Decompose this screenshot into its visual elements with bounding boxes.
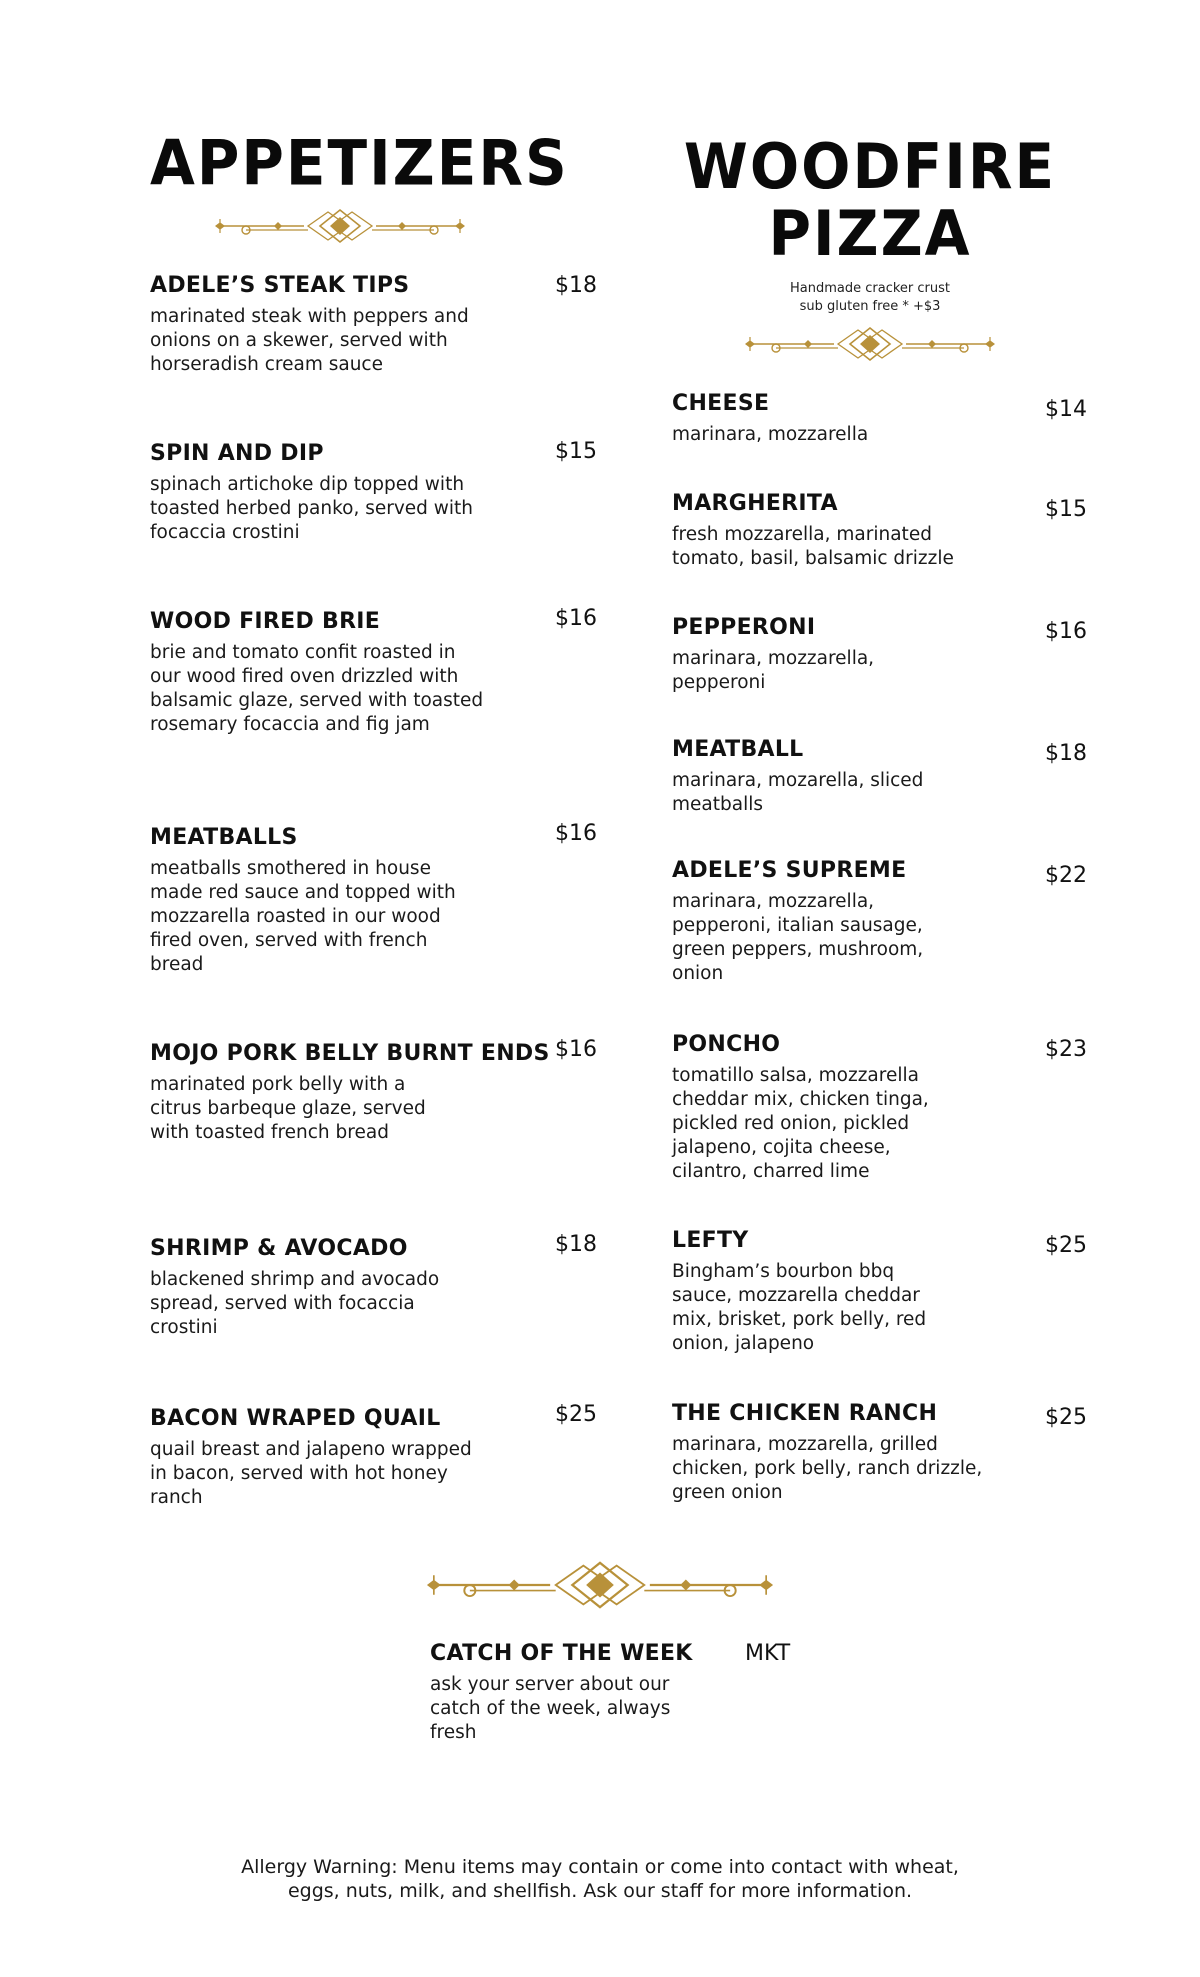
pizza-item (672, 857, 952, 986)
pizza-item-description: marinara, mozarella, sliced meatballs (672, 770, 924, 815)
appetizer-item-name: SPIN AND DIP (150, 441, 324, 466)
pizza-item-description: marinara, mozzarella, grilled chicken, pork belly, ranch drizzle, green onion (672, 1434, 983, 1503)
pizza-item-description: fresh mozzarella, marinated tomato, basil, balsamic drizzle (672, 524, 954, 569)
appetizer-item-price: $25 (555, 1402, 597, 1427)
allergy-warning-line1: Allergy Warning: Menu items may contain or come into contact with wheat, (241, 1856, 959, 1878)
appetizer-item-price: $16 (555, 821, 597, 846)
appetizer-item (150, 1235, 475, 1340)
pizza-item-description: marinara, mozzarella, pepperoni, italian sausage, green peppers, mushroom, onion (672, 891, 924, 984)
pizza-item-price: $18 (1045, 741, 1087, 766)
appetizer-item-name: SHRIMP & AVOCADO (150, 1236, 408, 1261)
pizza-item-name: MARGHERITA (672, 491, 838, 516)
pizza-item-price: $14 (1045, 397, 1087, 422)
appetizer-item-name: MOJO PORK BELLY BURNT ENDS (150, 1041, 550, 1066)
appetizer-item (150, 1405, 485, 1510)
appetizer-item (150, 824, 480, 977)
pizza-item-name: LEFTY (672, 1228, 749, 1253)
pizza-item-description: tomatillo salsa, mozzarella cheddar mix, chicken tinga, pickled red onion, pickled jalapeno, cojita cheese, cilantro, charred lime (672, 1065, 929, 1182)
pizza-item-price: $23 (1045, 1037, 1087, 1062)
appetizer-item-description: marinated pork belly with a citrus barbeque glaze, served with toasted french bread (150, 1074, 426, 1143)
pizza-item (672, 390, 972, 447)
appetizers-title: APPETIZERS (150, 126, 569, 200)
pizza-item (672, 1031, 942, 1184)
special-item-description: ask your server about our catch of the week, always fresh (430, 1674, 671, 1743)
allergy-warning (150, 1855, 1050, 1903)
appetizer-item-name: MEATBALLS (150, 825, 298, 850)
special-item-name: CATCH OF THE WEEK (430, 1641, 693, 1666)
appetizer-item-description: meatballs smothered in house made red sauce and topped with mozzarella roasted in our wood fired oven, served with french bread (150, 858, 456, 975)
pizza-item (672, 1227, 942, 1356)
pizza-title-line1: WOODFIRE (683, 129, 1057, 204)
pizza-item-description: marinara, mozzarella, pepperoni (672, 648, 875, 693)
pizza-item (672, 614, 902, 695)
pizza-item (672, 1400, 1002, 1505)
special-item-price: MKT (745, 1641, 791, 1666)
special-ornament-icon (420, 1560, 780, 1610)
pizza-item-name: ADELE’S SUPREME (672, 858, 907, 883)
pizza-item-price: $25 (1045, 1233, 1087, 1258)
appetizer-item-price: $18 (555, 273, 597, 298)
appetizer-item-name: WOOD FIRED BRIE (150, 609, 381, 634)
appetizer-item-price: $16 (555, 606, 597, 631)
appetizers-ornament-icon (210, 208, 470, 244)
pizza-ornament-icon (740, 326, 1000, 362)
appetizer-item (150, 608, 485, 737)
appetizer-item-price: $16 (555, 1037, 597, 1062)
appetizer-item-description: spinach artichoke dip topped with toasted herbed panko, served with focaccia crostini (150, 474, 474, 543)
pizza-title-line2: PIZZA (768, 196, 972, 271)
appetizer-item-description: marinated steak with peppers and onions on a skewer, served with horseradish cream sauce (150, 306, 469, 375)
appetizer-item (150, 272, 485, 377)
appetizer-item-name: ADELE’S STEAK TIPS (150, 273, 410, 298)
pizza-item-price: $16 (1045, 619, 1087, 644)
crust-note-line2: sub gluten free * +$3 (799, 299, 941, 314)
pizza-item-name: PEPPERONI (672, 615, 816, 640)
pizza-title (670, 129, 1070, 271)
appetizer-item (150, 440, 485, 545)
pizza-item-price: $15 (1045, 497, 1087, 522)
pizza-item-name: THE CHICKEN RANCH (672, 1401, 938, 1426)
appetizer-item (150, 1040, 550, 1145)
crust-note-line1: Handmade cracker crust (790, 281, 950, 296)
pizza-item-name: CHEESE (672, 391, 770, 416)
appetizer-item-description: quail breast and jalapeno wrapped in bacon, served with hot honey ranch (150, 1439, 472, 1508)
allergy-warning-line2: eggs, nuts, milk, and shellfish. Ask our staff for more information. (287, 1880, 913, 1902)
appetizer-item-price: $18 (555, 1232, 597, 1257)
appetizer-item-name: BACON WRAPED QUAIL (150, 1406, 441, 1431)
crust-note (730, 280, 1010, 316)
pizza-item (672, 736, 952, 817)
pizza-item-name: MEATBALL (672, 737, 804, 762)
appetizer-item-description: blackened shrimp and avocado spread, served with focaccia crostini (150, 1269, 440, 1338)
pizza-item-description: marinara, mozzarella (672, 424, 869, 445)
pizza-item (672, 490, 972, 571)
pizza-item-name: PONCHO (672, 1032, 781, 1057)
pizza-item-price: $22 (1045, 863, 1087, 888)
pizza-item-description: Bingham’s bourbon bbq sauce, mozzarella cheddar mix, brisket, pork belly, red onion, jalapeno (672, 1261, 927, 1354)
pizza-item-price: $25 (1045, 1405, 1087, 1430)
appetizer-item-description: brie and tomato confit roasted in our wood fired oven drizzled with balsamic glaze, served with toasted rosemary focaccia and fig jam (150, 642, 484, 735)
appetizer-item-price: $15 (555, 439, 597, 464)
